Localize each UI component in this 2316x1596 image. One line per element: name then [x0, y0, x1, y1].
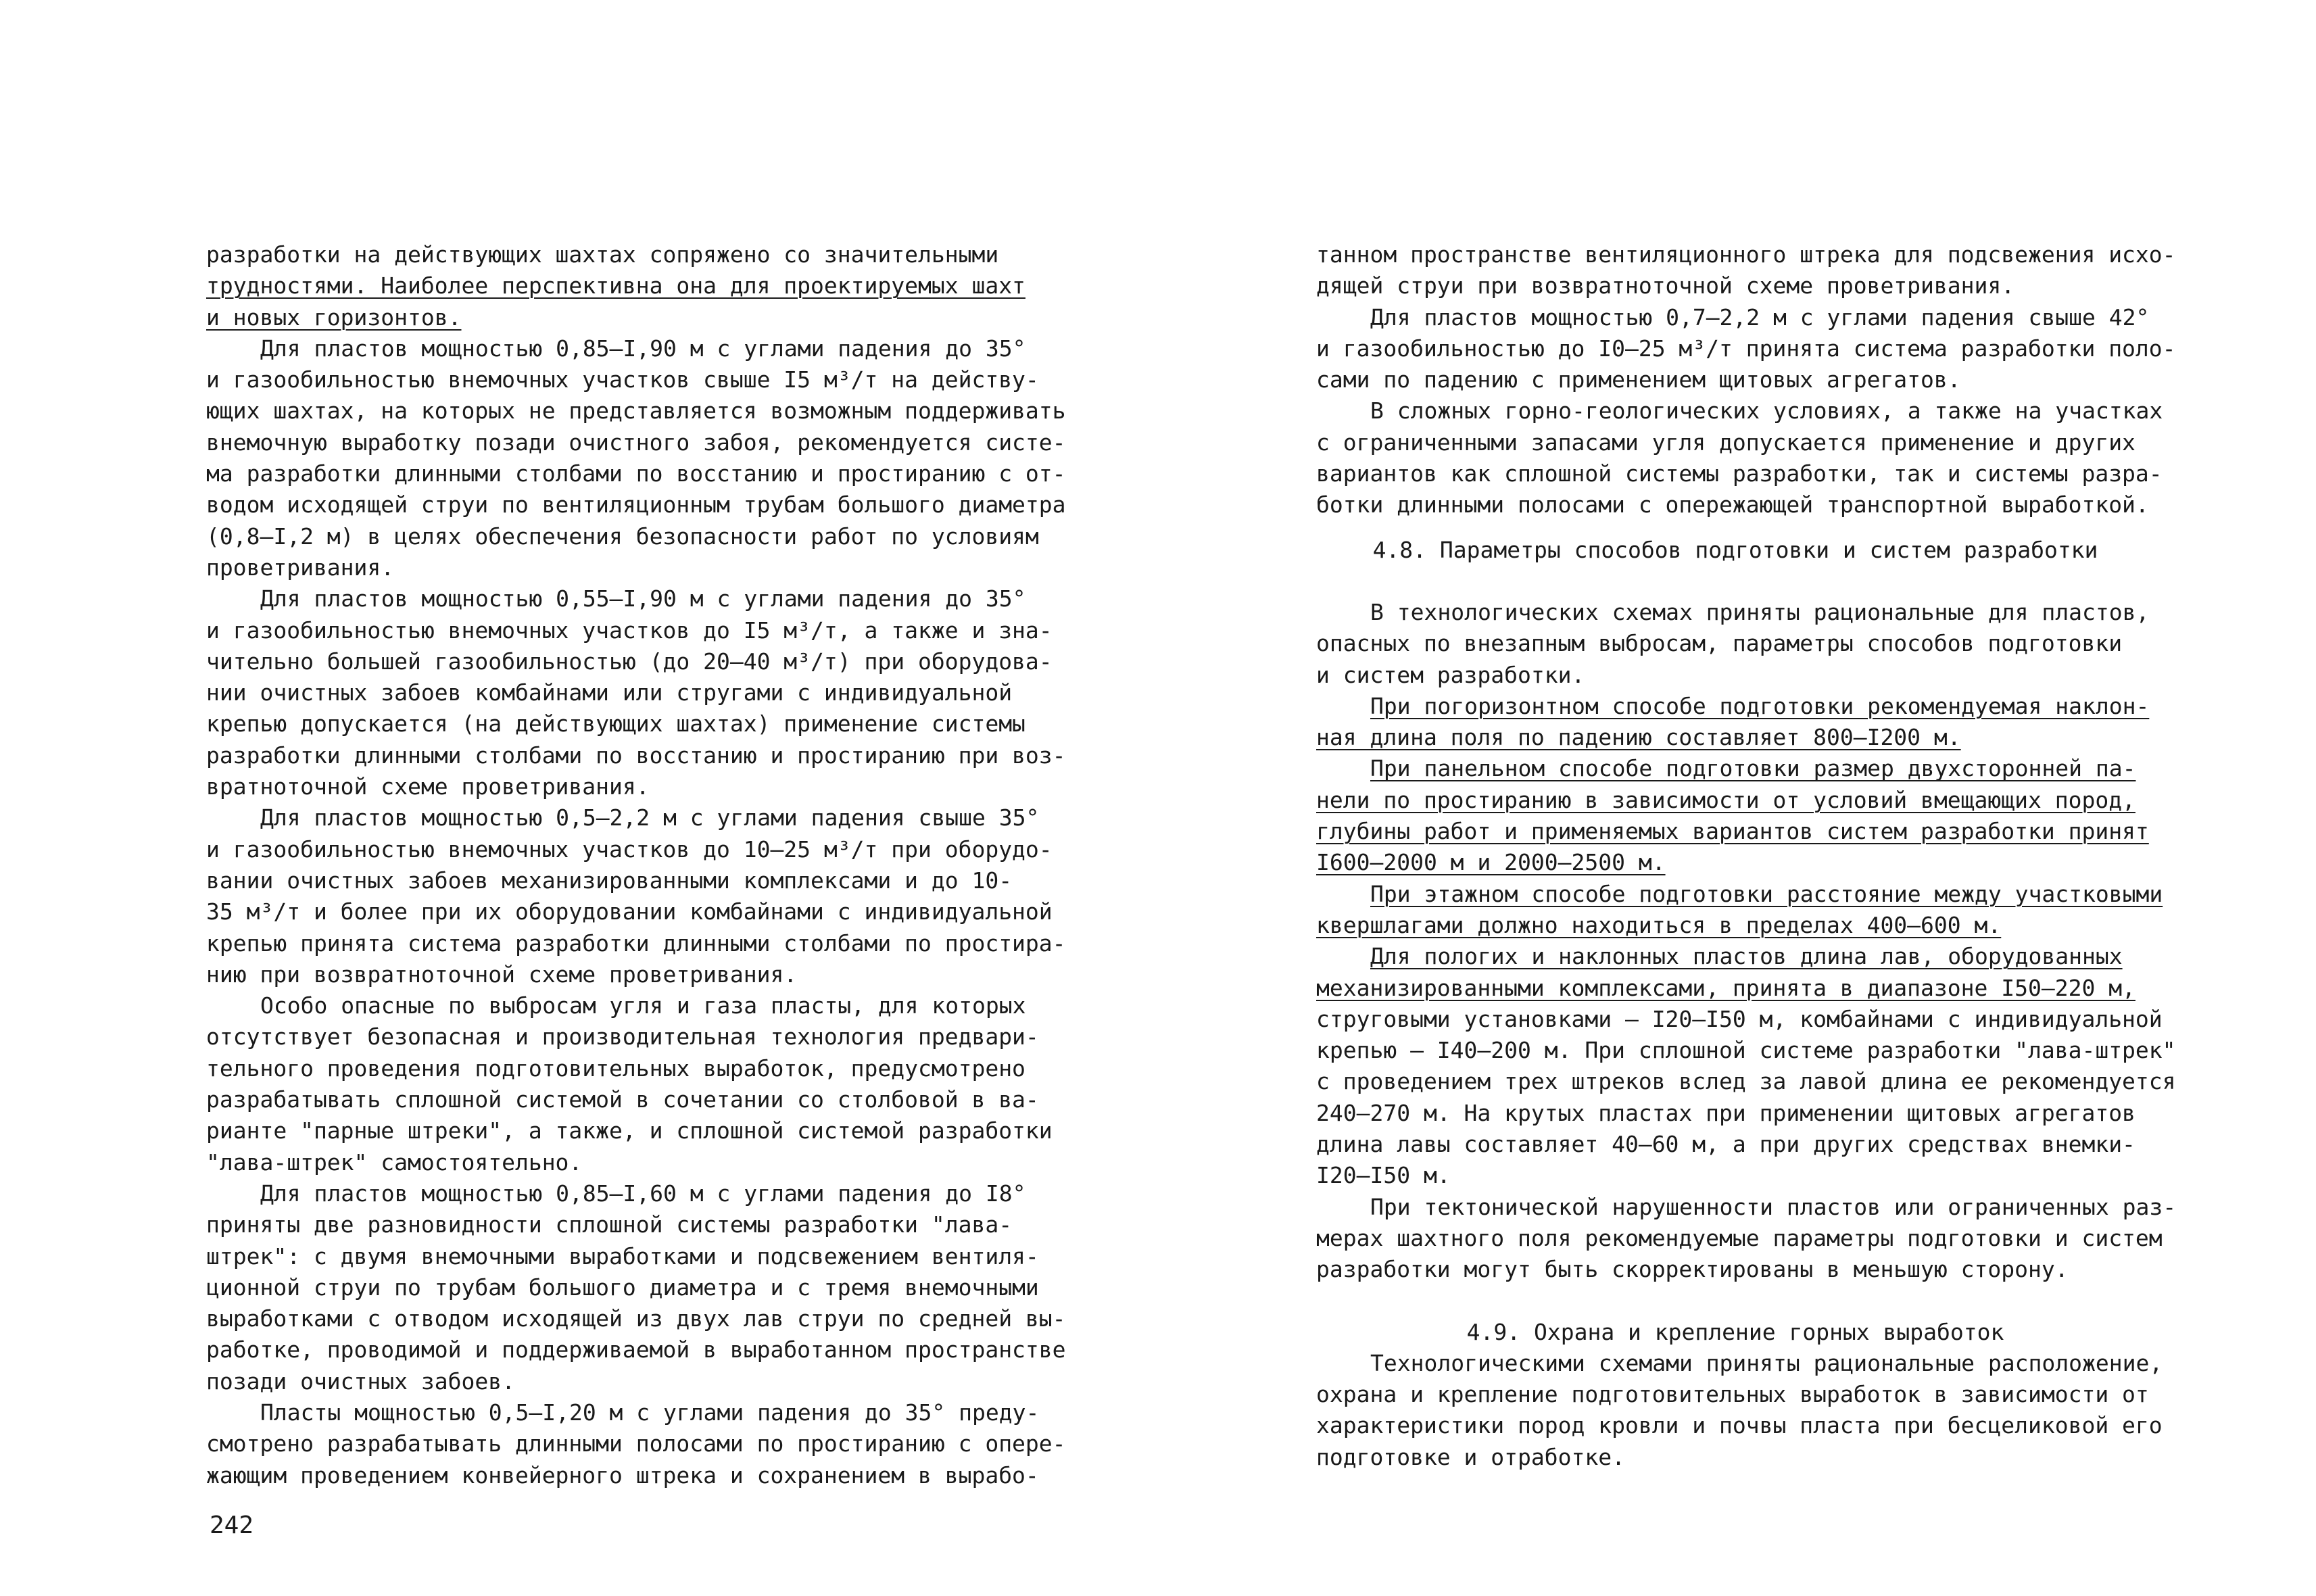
- text-line: ботки длинными полосами с опережающей транспортной выработкой.: [1316, 491, 2149, 518]
- text-line: смотрено разрабатывать длинными полосами по простиранию с опере-: [206, 1430, 1066, 1457]
- text-line: внемочную выработку позади очистного забоя, рекомендуется систе-: [206, 429, 1066, 456]
- text-line: крепью – I40–200 м. При сплошной системе разработки "лава-штрек": [1316, 1037, 2176, 1064]
- text-line: Пласты мощностью 0,5–I,20 м с углами падения до 35° преду-: [260, 1399, 1040, 1426]
- text-line: выработками с отводом исходящей из двух лав струи по средней вы-: [206, 1305, 1066, 1332]
- text-line: водом исходящей струи по вентиляционным трубам большого диаметра: [206, 491, 1066, 518]
- text-line: трудностями. Наиболее перспективна она для проектируемых шахт: [206, 272, 1026, 299]
- text-line: позади очистных забоев.: [206, 1368, 515, 1395]
- text-line: вратноточной схеме проветривания.: [206, 773, 650, 800]
- text-line: Для пластов мощностью 0,85–I,90 м с углами падения до 35°: [260, 335, 1026, 362]
- text-line: Для пологих и наклонных пластов длина лав, оборудованных: [1370, 943, 2123, 970]
- text-line: охрана и крепление подготовительных выработок в зависимости от: [1316, 1381, 2149, 1408]
- text-line: 240–270 м. На крутых пластах при применении щитовых агрегатов: [1316, 1099, 2136, 1126]
- text-line: Для пластов мощностью 0,85–I,60 м с углами падения до I8°: [260, 1180, 1026, 1207]
- text-line: штрек": с двумя внемочными выработками и подсвежением вентиля-: [206, 1242, 1039, 1269]
- text-line: с проведением трех штреков вслед за лавой длина ее рекомендуется: [1316, 1068, 2176, 1095]
- text-line: характеристики пород кровли и почвы пласта при бесцеликовой его: [1316, 1412, 2163, 1439]
- text-line: вании очистных забоев механизированными комплексами и до 10-: [206, 867, 1013, 894]
- text-line: При панельном способе подготовки размер двухсторонней па-: [1370, 755, 2136, 782]
- right-page: [1158, 0, 2316, 1596]
- text-line: разработки могут быть скорректированы в меньшую сторону.: [1316, 1256, 2069, 1283]
- text-line: Для пластов мощностью 0,55–I,90 м с углами падения до 35°: [260, 585, 1026, 612]
- section-heading-4-9: 4.9. Охрана и крепление горных выработок: [1466, 1318, 2004, 1345]
- right-text-column: [1316, 239, 2177, 1473]
- text-line: В технологических схемах приняты рациональные для пластов,: [1370, 598, 2150, 625]
- text-line: дящей струи при возвратноточной схеме проветривания.: [1316, 272, 2015, 299]
- text-line: Для пластов мощностью 0,7–2,2 м с углами падения свыше 42°: [1370, 304, 2150, 331]
- text-line: подготовке и отработке.: [1316, 1443, 1625, 1470]
- text-line: проветривания.: [206, 554, 395, 581]
- page-number: 242: [210, 1512, 254, 1539]
- text-line: Технологическими схемами приняты рациональные расположение,: [1370, 1349, 2163, 1376]
- text-line: Для пластов мощностью 0,5–2,2 м с углами падения свыше 35°: [260, 804, 1040, 831]
- text-line: опасных по внезапным выбросам, параметры способов подготовки: [1316, 630, 2123, 657]
- text-line: работке, проводимой и поддерживаемой в выработанном пространстве: [206, 1336, 1066, 1363]
- text-line: нели по простиранию в зависимости от условий вмещающих пород,: [1316, 786, 2136, 813]
- text-line: длина лавы составляет 40–60 м, а при других средствах внемки-: [1316, 1131, 2136, 1158]
- text-line: механизированными комплексами, принята в диапазоне I50–220 м,: [1316, 974, 2136, 1001]
- text-line: глубины работ и применяемых вариантов систем разработки принят: [1316, 818, 2149, 845]
- text-line: вариантов как сплошной системы разработки, так и системы разра-: [1316, 460, 2163, 487]
- text-line: нию при возвратноточной схеме проветривания.: [206, 961, 798, 988]
- text-line: При этажном способе подготовки расстояние между участковыми: [1370, 880, 2163, 907]
- left-text-column: [206, 239, 1066, 1491]
- text-line: чительно большей газообильностью (до 20–40 м³/т) при оборудова-: [206, 648, 1053, 675]
- text-line: рианте "парные штреки", а также, и сплошной системой разработки: [206, 1117, 1053, 1144]
- text-line: и систем разработки.: [1316, 661, 1585, 688]
- text-line: нии очистных забоев комбайнами или стругами с индивидуальной: [206, 679, 1013, 706]
- text-line: и газообильностью внемочных участков до 10–25 м³/т при оборудо-: [206, 836, 1053, 863]
- text-line: и газообильностью внемочных участков свыше I5 м³/т на действу-: [206, 366, 1039, 393]
- text-line: При тектонической нарушенности пластов или ограниченных раз-: [1370, 1193, 2177, 1220]
- text-line: разработки на действующих шахтах сопряжено со значительными: [206, 241, 999, 268]
- text-line: мерах шахтного поля рекомендуемые параметры подготовки и систем: [1316, 1224, 2163, 1251]
- text-line: и газообильностью до I0–25 м³/т принята система разработки поло-: [1316, 335, 2176, 362]
- text-line: крепью принята система разработки длинными столбами по простира-: [206, 929, 1066, 957]
- text-line: (0,8–I,2 м) в целях обеспечения безопасности работ по условиям: [206, 523, 1039, 550]
- text-line: разрабатывать сплошной системой в сочетании со столбовой в ва-: [206, 1086, 1039, 1113]
- text-line: ма разработки длинными столбами по восстанию и простиранию с от-: [206, 460, 1066, 487]
- text-line: I600–2000 м и 2000–2500 м.: [1316, 849, 1666, 876]
- text-line: квершлагами должно находиться в пределах 400–600 м.: [1316, 911, 2002, 938]
- text-line: сами по падению с применением щитовых агрегатов.: [1316, 366, 1961, 393]
- text-line: ционной струи по трубам большого диаметра и с тремя внемочными: [206, 1274, 1039, 1301]
- text-line: ющих шахтах, на которых не представляется возможным поддерживать: [206, 397, 1066, 425]
- text-line: жающим проведением конвейерного штрека и сохранением в вырабо-: [206, 1461, 1039, 1489]
- text-line: разработки длинными столбами по восстанию и простиранию при воз-: [206, 742, 1066, 769]
- text-line: При погоризонтном способе подготовки рекомендуемая наклон-: [1370, 692, 2150, 719]
- text-line: отсутствует безопасная и производительная технология предвари-: [206, 1023, 1039, 1050]
- text-line: и газообильностью внемочных участков до I5 м³/т, а также и зна-: [206, 616, 1053, 644]
- text-line: "лава-штрек" самостоятельно.: [206, 1148, 583, 1176]
- text-line: приняты две разновидности сплошной системы разработки "лава-: [206, 1211, 1013, 1238]
- text-line: ная длина поля по падению составляет 800–I200 м.: [1316, 724, 1961, 751]
- text-line: Особо опасные по выбросам угля и газа пласты, для которых: [260, 992, 1026, 1019]
- text-line: с ограниченными запасами угля допускается применение и других: [1316, 429, 2136, 456]
- section-heading-4-8: 4.8. Параметры способов подготовки и систем разработки: [1372, 536, 2098, 563]
- text-line: крепью допускается (на действующих шахтах) применение системы: [206, 710, 1026, 737]
- text-line: тельного проведения подготовительных выработок, предусмотрено: [206, 1055, 1026, 1082]
- text-line: I20–I50 м.: [1316, 1162, 1451, 1189]
- text-line: В сложных горно-геологических условиях, а также на участках: [1370, 397, 2163, 425]
- text-line: струговыми установками – I20–I50 м, комбайнами с индивидуальной: [1316, 1005, 2163, 1032]
- text-line: 35 м³/т и более при их оборудовании комбайнами с индивидуальной: [206, 898, 1053, 925]
- text-line: и новых горизонтов.: [206, 304, 462, 331]
- text-line: танном пространстве вентиляционного штрека для подсвежения исхо-: [1316, 241, 2176, 268]
